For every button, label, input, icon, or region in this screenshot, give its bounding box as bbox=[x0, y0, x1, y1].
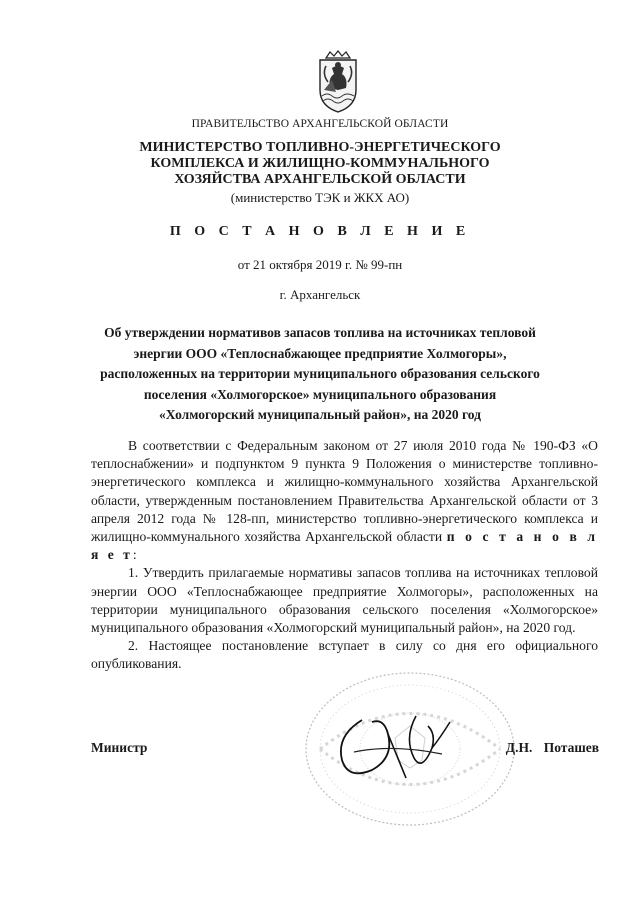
decrees-word: п о с т а н о в л я е т bbox=[91, 529, 598, 563]
item-1-paragraph: 1. Утвердить прилагаемые нормативы запасов топлива на источниках тепловой энергии ООО «Теплоснабжающее предприятие Холмогоры», расположенных на территории муниципального образования сельского поселения «Холмогорское» муниципального образования «Холмогорский муниципальный район», на 2020 год. bbox=[91, 565, 598, 636]
document-date-number: от 21 октября 2019 г. № 99-пн bbox=[237, 257, 403, 272]
document-city: г. Архангельск bbox=[279, 287, 361, 302]
subject-line-3: расположенных на территории муниципального образования сельского bbox=[100, 366, 540, 381]
ministry-line-3: ХОЗЯЙСТВА АРХАНГЕЛЬСКОЙ ОБЛАСТИ bbox=[174, 172, 466, 187]
document-body bbox=[91, 437, 598, 674]
ministry-line-1: МИНИСТЕРСТВО ТОПЛИВНО-ЭНЕРГЕТИЧЕСКОГО bbox=[139, 140, 501, 155]
document-subject bbox=[0, 323, 640, 426]
government-name: ПРАВИТЕЛЬСТВО АРХАНГЕЛЬСКОЙ ОБЛАСТИ bbox=[191, 118, 449, 130]
ministry-name bbox=[0, 140, 640, 188]
signatory-position: Министр bbox=[91, 740, 148, 755]
decrees-colon: : bbox=[132, 547, 137, 563]
coat-of-arms-icon bbox=[302, 50, 374, 114]
item-2-paragraph: 2. Настоящее постановление вступает в силу со дня его официального опубликования. bbox=[91, 638, 598, 672]
document-type: П О С Т А Н О В Л Е Н И Е bbox=[169, 224, 471, 239]
ministry-line-2: КОМПЛЕКСА И ЖИЛИЩНО-КОММУНАЛЬНОГО bbox=[150, 156, 490, 171]
handwritten-signature-icon bbox=[332, 708, 482, 784]
subject-line-2: энергии ООО «Теплоснабжающее предприятие Холмогоры», bbox=[133, 345, 507, 361]
subject-line-1: Об утверждении нормативов запасов топлива на источниках тепловой bbox=[104, 325, 536, 340]
preamble-text: В соответствии с Федеральным законом от 27 июля 2010 года № 190-ФЗ «О теплоснабжении» и подпунктом 9 пункта 9 Положения о министерстве топливно-энергетического комплекса и жилищно-коммунального хозяйства Архангельской области, утвержденным постановлением Правительства Архангельской области от 3 апреля 2012 года № 128-пп, министерство топливно-энергетического комплекса и жилищно-коммунального хозяйства Архангельской области bbox=[91, 438, 598, 545]
ministry-short-name: (министерство ТЭК и ЖКХ АО) bbox=[230, 190, 410, 205]
signatory-name: Д.Н. Поташев bbox=[505, 740, 599, 755]
subject-line-4: поселения «Холмогорское» муниципального образования bbox=[143, 386, 497, 402]
preamble-paragraph bbox=[91, 437, 598, 564]
subject-line-5: «Холмогорский муниципальный район», на 2020 год bbox=[159, 407, 481, 422]
